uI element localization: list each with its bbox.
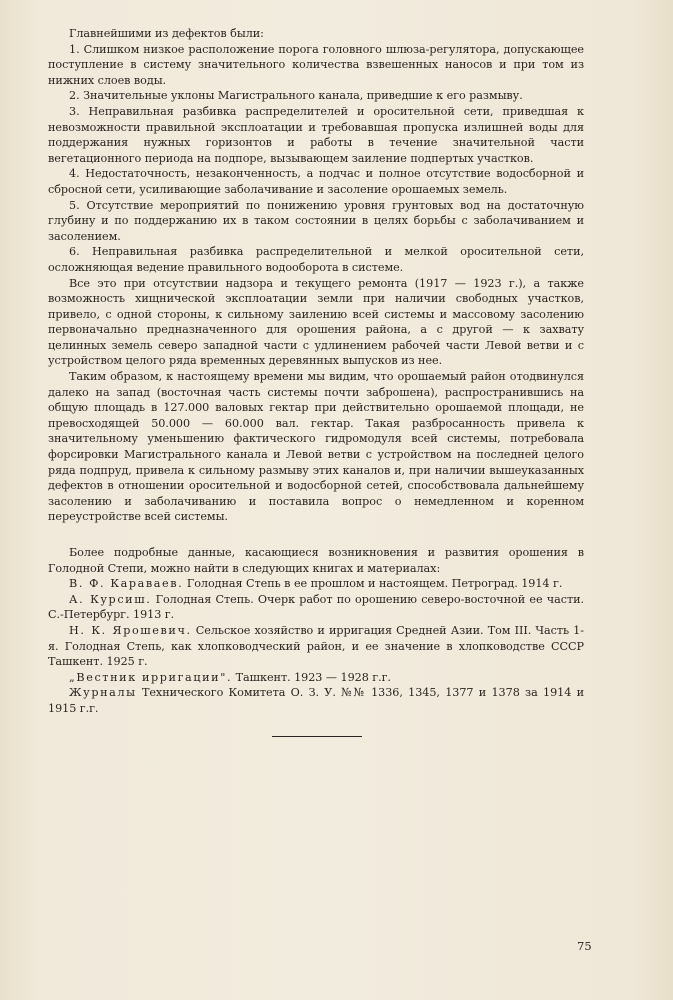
reference-item — [48, 670, 584, 686]
paragraph: Таким образом, к настоящему времени мы видим, что орошаемый район отодвинулся далеко на запад (восточная часть системы почти заброшена), распространившись на общую площадь в 127.000 валовых гектар при действительно орошаемой площади, не превосходящей 50.000 — 60.000 вал. гектар. Такая разбросанность привела к значительному уменьшению фактического гидромодуля всей системы, потребовала форсировки Магистрального канала и Левой ветви с устройством на последней целого ряда подпруд, привела к сильному размыву этих каналов и, при наличии вышеуказанных дефектов в отношении оросительной и водосборной сетей, способствовала дальнейшему засолению и заболачиванию и поставила вопрос о немедленном и коренном переустройстве всей системы. — [48, 370, 584, 524]
defects-intro: Главнейшими из дефектов были: — [69, 27, 264, 40]
reference-item — [48, 685, 584, 716]
reference-item — [48, 592, 584, 623]
section-divider — [272, 736, 362, 737]
defect-item: 1. Слишком низкое расположение порога головного шлюза-регулятора, допускающее поступление в систему значительного количества взвешенных наносов и при том из нижних слоев воды. — [48, 42, 584, 87]
defect-item: 4. Недостаточность, незаконченность, а подчас и полное отсутствие водосборной и сбросной сети, усиливающие заболачивание и засоление орошаемых земель. — [48, 167, 584, 196]
reference-author: „Вестник ирригации". — [69, 670, 233, 684]
reference-text: Ташкент. 1923 — 1928 г.г. — [232, 670, 391, 684]
reference-text: Сельское хозяйство и ирригация Средней Азии. Том III. Часть 1-я. Голодная Степь, как хлопководческий район, и ее значение в хлопководстве СССР Ташкент. 1925 г. — [48, 623, 584, 669]
reference-text: Голодная Степь в ее прошлом и настоящем. Петроград. 1914 г. — [183, 577, 563, 591]
defect-item: 5. Отсутствие мероприятий по понижению уровня грунтовых вод на достаточную глубину и по поддержанию их в таком состоянии в целях борьбы с заболачиванием и засолением. — [48, 198, 584, 243]
page-number: 75 — [577, 939, 592, 953]
defect-item: 3. Неправильная разбивка распределителей и оросительной сети, приведшая к невозможности правильной эксплоатации и требовавшая пропуска излишней воды для поддержания нужных горизонтов и работы в течение значительной части вегетационного периода на подпоре, вызывающем заиление подпертых участков. — [48, 104, 584, 165]
reference-author: А. Курсиш. — [69, 592, 152, 606]
reference-text: Голодная Степь. Очерк работ по орошению северо-восточной ее части. С.-Петербург. 1913 г. — [48, 592, 584, 622]
paragraph: Все это при отсутствии надзора и текущего ремонта (1917 — 1923 г.), а также возможность хищнической эксплоатации земли при наличии свободных участков, привело, с одной стороны, к сильному заилению всей системы и массовому засолению первоначально предназначенного для орошения района, а с другой — к захвату целинных земель северо западной части с удлинением рабочей части Левой ветви и с устройством целого ряда временных деревянных выпусков из нее. — [48, 276, 584, 368]
text-column — [48, 26, 584, 717]
reference-author: Н. К. Ярошевич. — [69, 623, 192, 637]
references-intro: Более подробные данные, касающиеся возникновения и развития орошения в Голодной Степи, можно найти в следующих книгах и материалах: — [48, 546, 584, 575]
defect-item: 2. Значительные уклоны Магистрального канала, приведшие к его размыву. — [69, 89, 523, 103]
reference-text: Технического Комитета О. З. У. №№ 1336, 1345, 1377 и 1378 за 1914 и 1915 г.г. — [48, 686, 584, 715]
defect-item: 6. Неправильная разбивка распределительной и мелкой оросительной сети, осложняющая ведение правильного водооборота в системе. — [48, 245, 584, 274]
reference-item — [48, 576, 584, 592]
reference-author: Журналы — [69, 686, 137, 700]
reference-item — [48, 623, 584, 670]
reference-author: В. Ф. Караваев. — [69, 577, 184, 591]
